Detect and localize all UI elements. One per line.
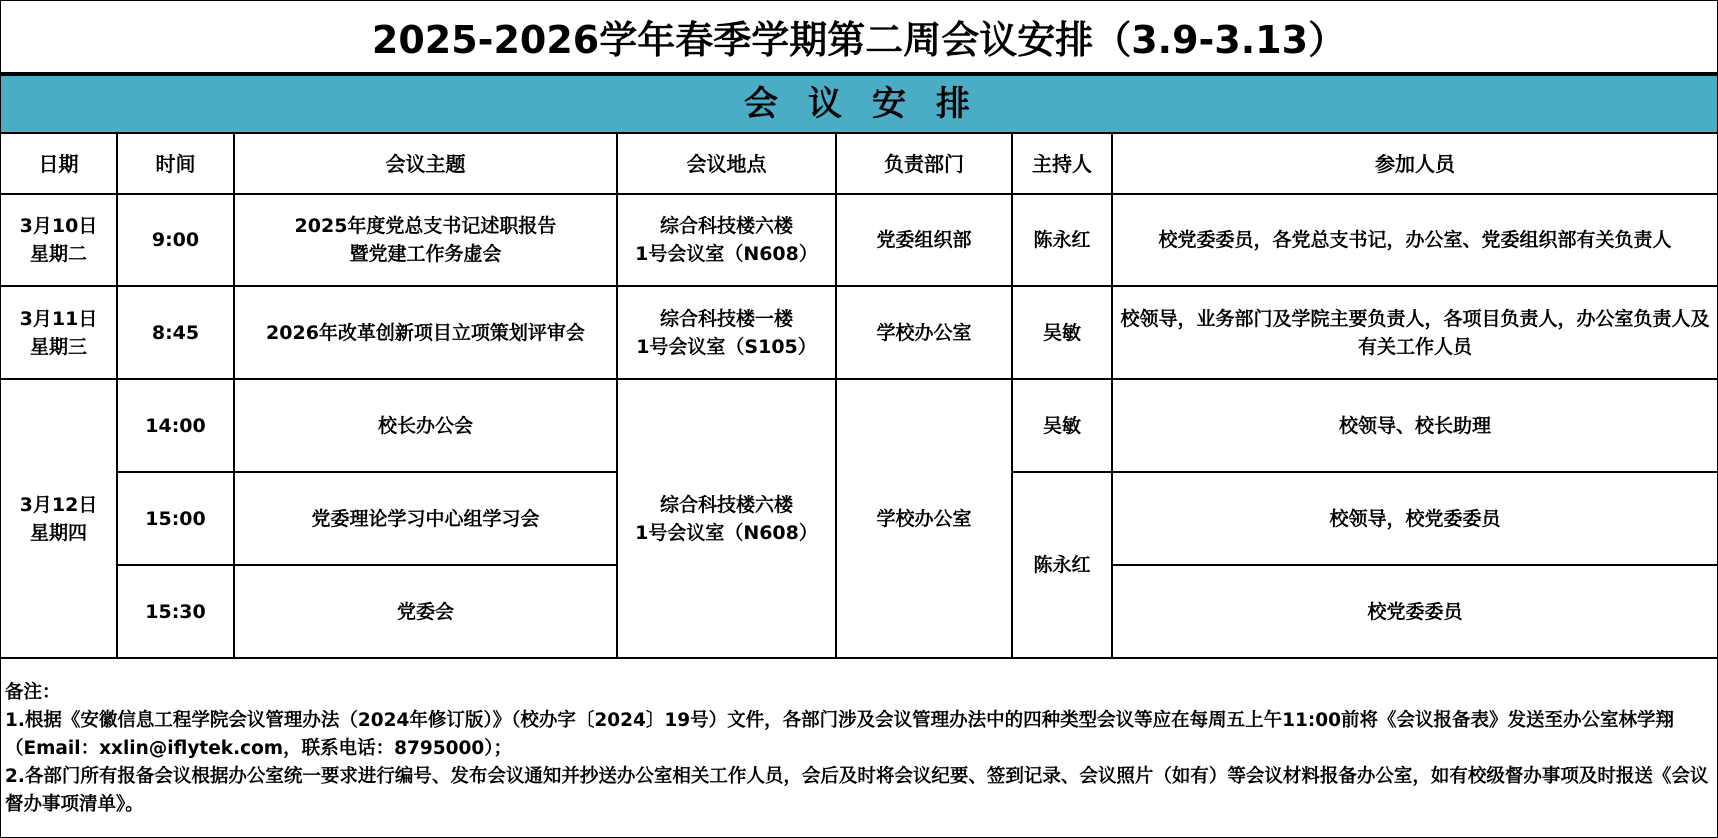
cell-time: 9:00: [117, 194, 234, 286]
cell-topic: 2025年度党总支书记述职报告 暨党建工作务虚会: [234, 194, 617, 286]
notes-label: 备注：: [5, 682, 61, 703]
cell-topic: 党委会: [234, 565, 617, 658]
header-attendees: 参加人员: [1112, 133, 1717, 194]
banner-row: [1, 75, 1717, 133]
page-title: 2025-2026学年春季学期第二周会议安排（3.9-3.13）: [1, 1, 1717, 74]
schedule-table: [1, 74, 1717, 659]
cell-department: 党委组织部: [836, 194, 1012, 286]
cell-attendees: 校党委委员，各党总支书记，办公室、党委组织部有关负责人: [1112, 194, 1717, 286]
cell-attendees: 校领导，业务部门及学院主要负责人，各项目负责人，办公室负责人及有关工作人员: [1112, 286, 1717, 379]
cell-host: 吴敏: [1012, 286, 1112, 379]
notes-section: [1, 659, 1717, 819]
cell-topic: 校长办公会: [234, 379, 617, 472]
cell-topic: 2026年改革创新项目立项策划评审会: [234, 286, 617, 379]
table-row: [1, 379, 1717, 472]
header-row: [1, 133, 1717, 194]
table-row: [1, 194, 1717, 286]
cell-topic: 党委理论学习中心组学习会: [234, 472, 617, 565]
header-department: 负责部门: [836, 133, 1012, 194]
cell-time: 14:00: [117, 379, 234, 472]
header-date: 日期: [1, 133, 117, 194]
cell-attendees: 校党委委员: [1112, 565, 1717, 658]
cell-attendees: 校领导、校长助理: [1112, 379, 1717, 472]
cell-department: 学校办公室: [836, 286, 1012, 379]
cell-location: 综合科技楼一楼 1号会议室（S105）: [617, 286, 836, 379]
cell-date: 3月12日 星期四: [1, 379, 117, 658]
banner-title: 会议安排: [1, 75, 1717, 133]
cell-time: 15:00: [117, 472, 234, 565]
notes-line-1: 1.根据《安徽信息工程学院会议管理办法（2024年修订版）》（校办字〔2024〕19号）文件，各部门涉及会议管理办法中的四种类型会议等应在每周五上午11:00前将《会议报备表》发送至办公室林学翔（Email：xxlin@iflytek.com，联系电话：8795000）；: [5, 710, 1675, 759]
cell-attendees: 校领导，校党委委员: [1112, 472, 1717, 565]
cell-time: 15:30: [117, 565, 234, 658]
cell-host: 陈永红: [1012, 472, 1112, 658]
cell-time: 8:45: [117, 286, 234, 379]
header-host: 主持人: [1012, 133, 1112, 194]
cell-location: 综合科技楼六楼 1号会议室（N608）: [617, 194, 836, 286]
cell-host: 陈永红: [1012, 194, 1112, 286]
header-topic: 会议主题: [234, 133, 617, 194]
cell-location: 综合科技楼六楼 1号会议室（N608）: [617, 379, 836, 658]
cell-date: 3月11日 星期三: [1, 286, 117, 379]
header-location: 会议地点: [617, 133, 836, 194]
notes-line-2: 2.各部门所有报备会议根据办公室统一要求进行编号、发布会议通知并抄送办公室相关工作人员，会后及时将会议纪要、签到记录、会议照片（如有）等会议材料报备办公室，如有校级督办事项及时报送《会议督办事项清单》。: [5, 766, 1709, 815]
header-time: 时间: [117, 133, 234, 194]
cell-department: 学校办公室: [836, 379, 1012, 658]
table-row: [1, 286, 1717, 379]
cell-host: 吴敏: [1012, 379, 1112, 472]
cell-date: 3月10日 星期二: [1, 194, 117, 286]
